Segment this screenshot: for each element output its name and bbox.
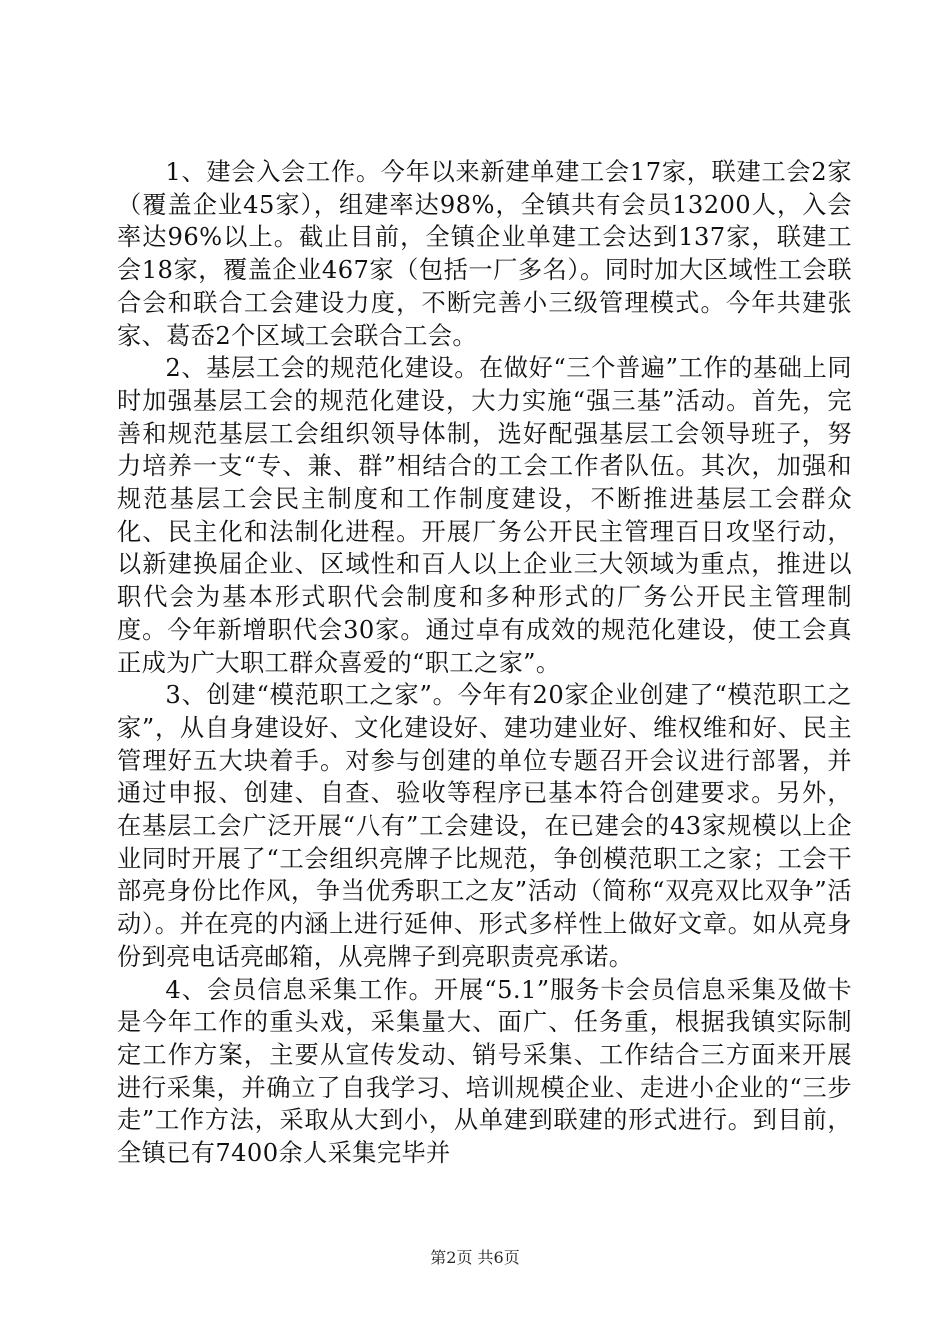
paragraph-2: 2、基层工会的规范化建设。在做好“三个普遍”工作的基础上同时加强基层工会的规范化建设，大力实施“强三基”活动。首先，完善和规范基层工会组织领导体制，选好配强基层工会领导班子，努力培养一支“专、兼、群”相结合的工会工作者队伍。其次，加强和规范基层工会民主制度和工作制度建设，不断推进基层工会群众化、民主化和法制化进程。开展厂务公开民主管理百日攻坚行动，以新建换届企业、区域性和百人以上企业三大领域为重点，推进以职代会为基本形式职代会制度和多种形式的厂务公开民主管理制度。今年新增职代会30家。通过卓有成效的规范化建设，使工会真正成为广大职工群众喜爱的“职工之家”。 — [117, 354, 852, 677]
paragraph-3: 3、创建“模范职工之家”。今年有20家企业创建了“模范职工之家”，从自身建设好、文化建设好、建功建业好、维权维和好、民主管理好五大块着手。对参与创建的单位专题召开会议进行部署，并通过申报、创建、自查、验收等程序已基本符合创建要求。另外，在基层工会广泛开展“八有”工会建设，在已建会的43家规模以上企业同时开展了“工会组织亮牌子比规范，争创模范职工之家；工会干部亮身份比作风，争当优秀职工之友”活动（简称“双亮双比双争”活动）。并在亮的内涵上进行延伸、形式多样性上做好文章。如从亮身份到亮电话亮邮箱，从亮牌子到亮职责亮承诺。 — [117, 681, 852, 971]
paragraph-1: 1、建会入会工作。今年以来新建单建工会17家，联建工会2家（覆盖企业45家），组建率达98%，全镇共有会员13200人，入会率达96%以上。截止目前，全镇企业单建工会达到137家，联建工会18家，覆盖企业467家（包括一厂多名）。同时加大区域性工会联合会和联合工会建设力度，不断完善小三级管理模式。今年共建张家、葛岙2个区域工会联合工会。 — [117, 158, 852, 350]
body-text — [117, 156, 852, 1170]
page-footer: 第2页 共6页 — [430, 1248, 520, 1267]
paragraph-4: 4、会员信息采集工作。开展“5.1”服务卡会员信息采集及做卡是今年工作的重头戏，采集量大、面广、任务重，根据我镇实际制定工作方案，主要从宣传发动、销号采集、工作结合三方面来开展进行采集，并确立了自我学习、培训规模企业、走进小企业的“三步走”工作方法，采取从大到小，从单建到联建的形式进行。到目前，全镇已有7400余人采集完毕并 — [117, 975, 852, 1168]
